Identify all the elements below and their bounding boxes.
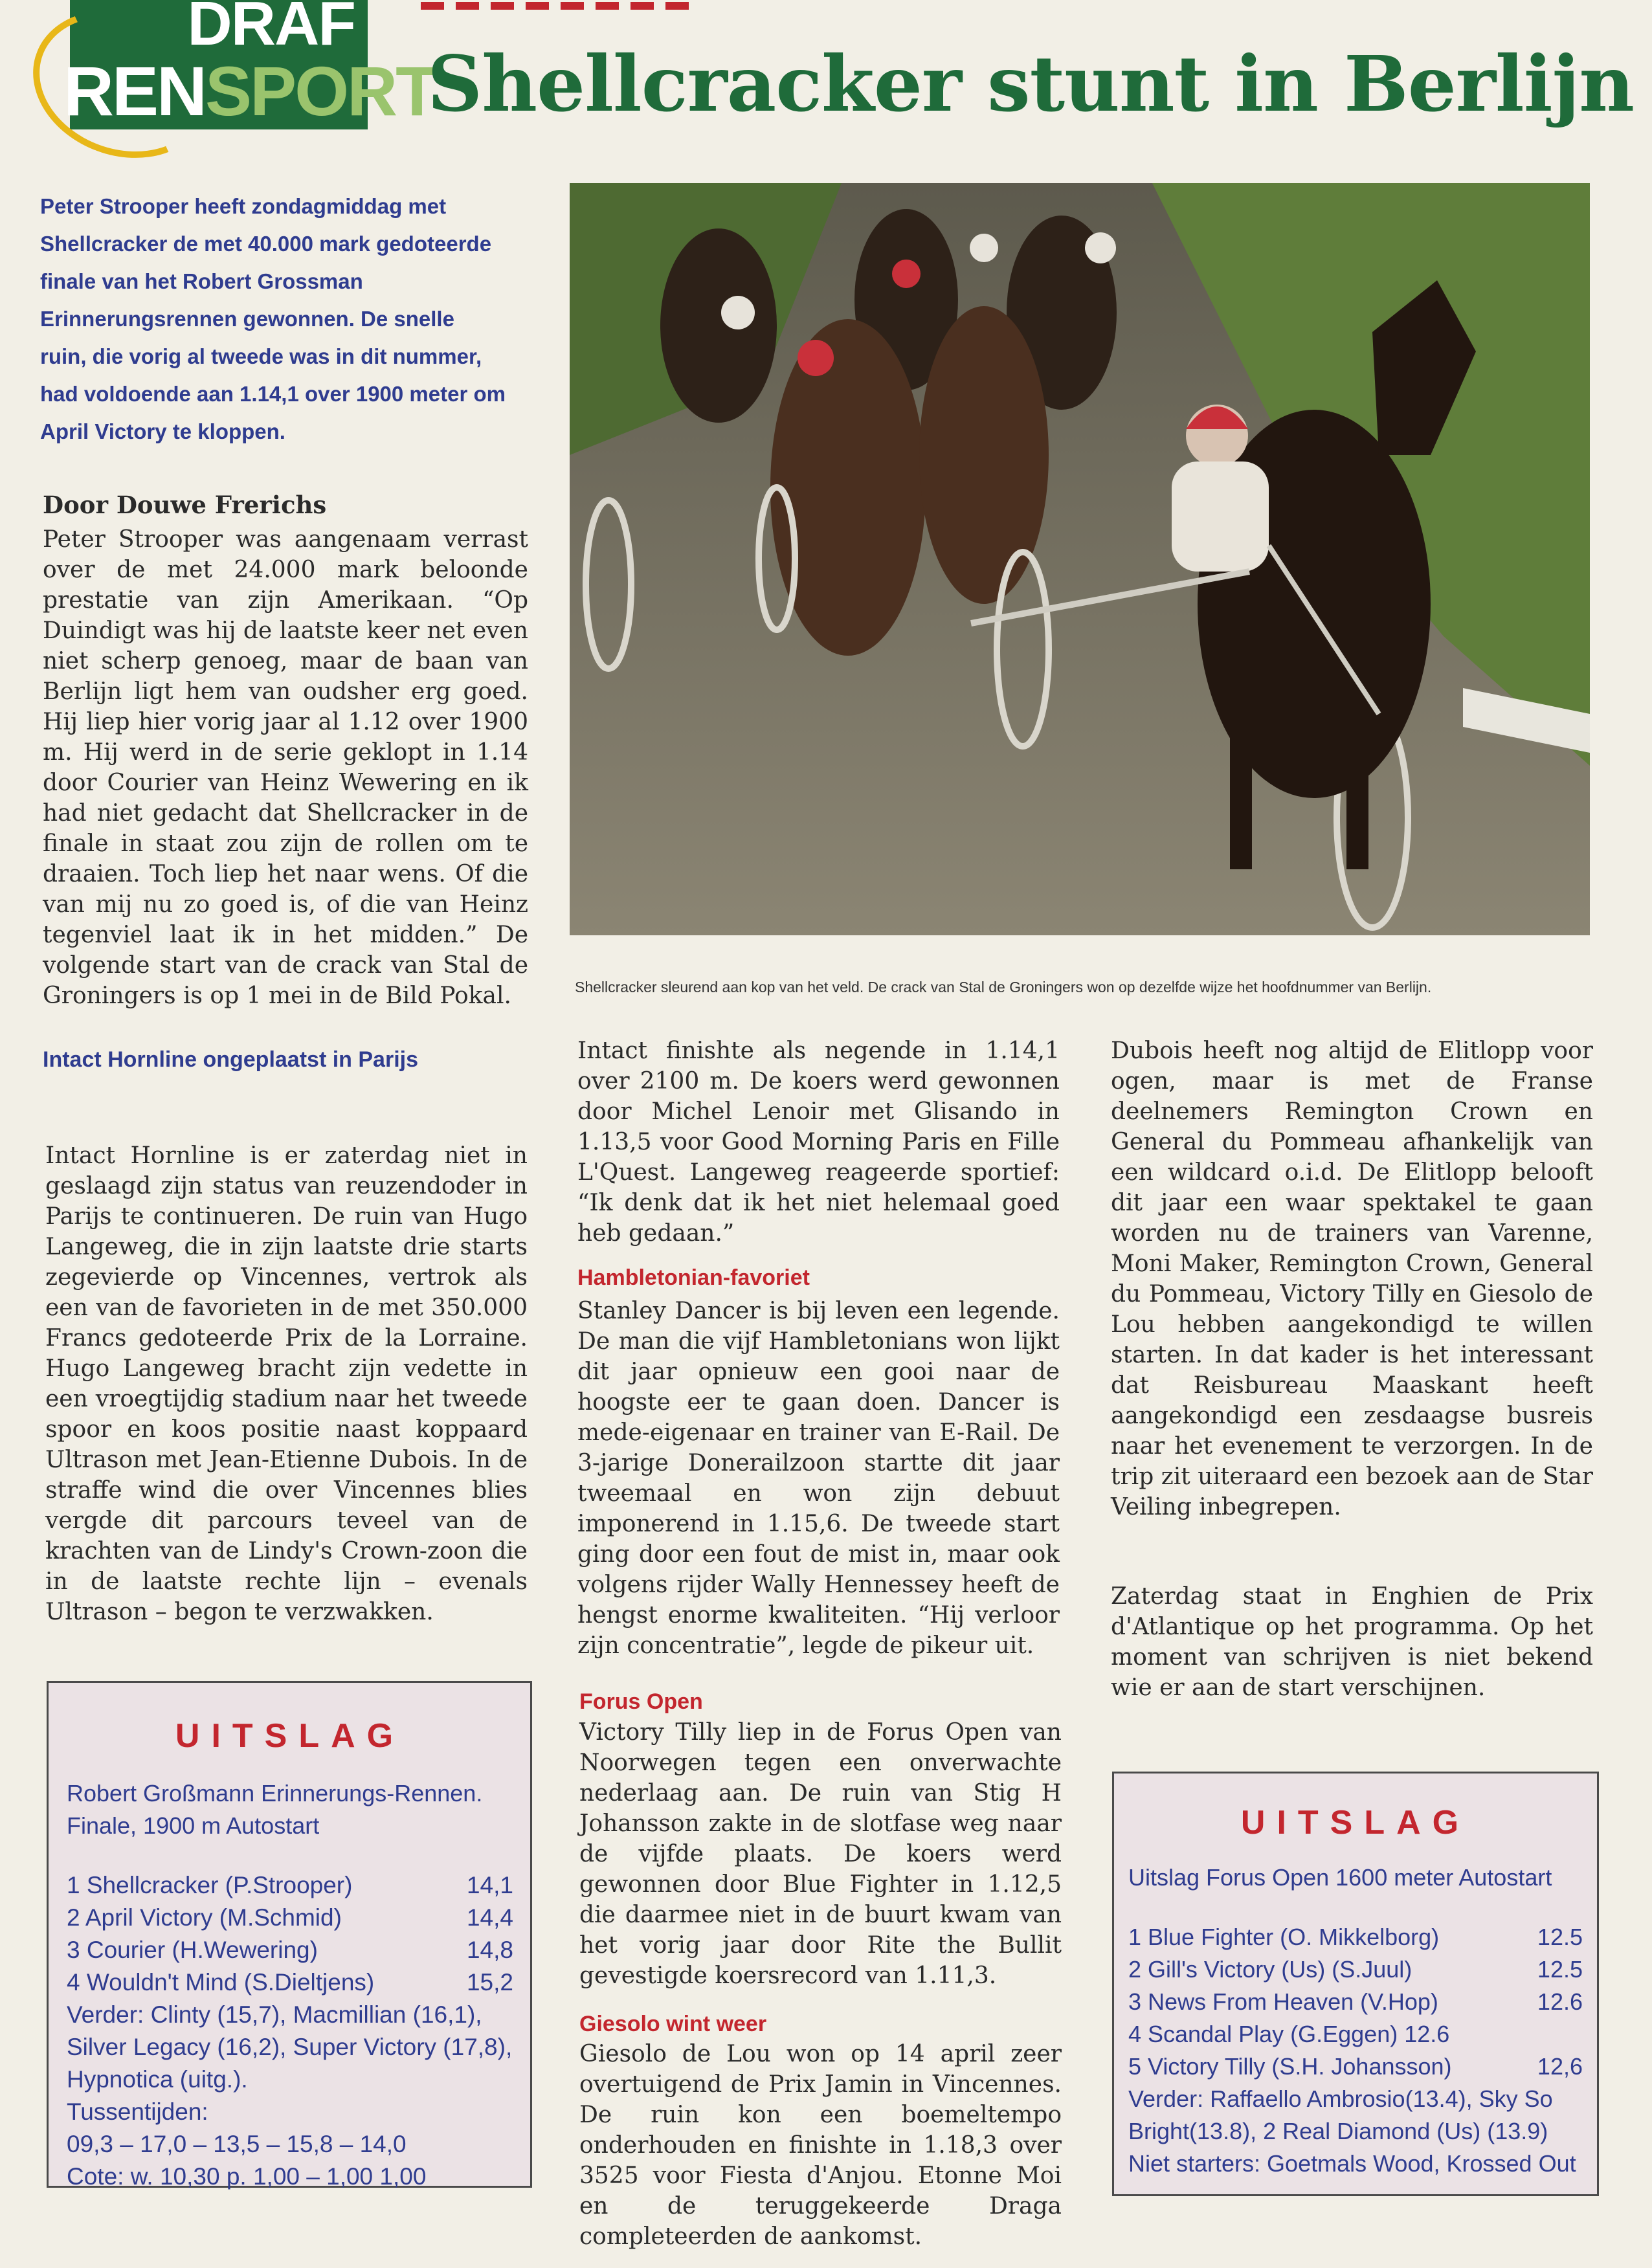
result-splits-label: Tussentijden: [67,2098,208,2125]
result-race-name: Robert Großmann Erinnerungs-Rennen. Finale, 1900 m Autostart [67,1780,483,1839]
result-row: 3 Courier (H.Wewering) 14,8 [67,1937,513,1963]
race-photo [570,183,1590,935]
result-row: 1 Blue Fighter (O. Mikkelborg) 12.5 [1128,1924,1583,1950]
hornline-paragraph: Intact Hornline is er zaterdag niet in geslaagd zijn status van reuzendoder in Parijs te continueren. De ruin van Hugo Langeweg, die in zijn laatste drie starts zegevierde op Vincennes, vertrok als een van de favorieten in de met 350.000 Francs gedoteerde Prix de la Lorraine. Hugo Langeweg bracht zijn vedette in een vroegtijdig stadium naar het tweede spoor en koos positie naast koppaard Ultrason met Jean-Etienne Dubois. In de straffe wind die over Vincennes blies vergde dit parcours teveel van de krachten van de Lindy's Crown-zoon die in de laatste rechte lijn – evenals Ultrason – begon te verzwakken. [45,1142,528,1625]
subhead-giesolo: Giesolo wint weer [579,2012,767,2036]
byline: Door Douwe Frerichs [43,491,327,519]
subhead-hornline: Intact Hornline ongeplaatst in Parijs [43,1047,418,1072]
lead-paragraph: Peter Strooper heeft zondagmiddag met Shellcracker de met 40.000 mark gedoteerde finale van het Robert Grossman Erinnerungsrennen gewonnen. De snelle ruin, die vorig al tweede was in dit nummer, had voldoende aan 1.14,1 over 1900 meter om April Victory te kloppen. [40,194,506,443]
result-row: 1 Shellcracker (P.Strooper) 14,1 [67,1872,513,1898]
result-row: 2 April Victory (M.Schmid) 14,4 [67,1904,513,1931]
result-row: 4 Wouldn't Mind (S.Dieltjens) 15,2 [67,1969,513,1996]
logo-rensport-text: RENSPORT [63,52,437,130]
result-odds: Cote: w. 10,30 p. 1,00 – 1,00 1,00 [67,2163,427,2190]
result-non-starters: Niet starters: Goetmals Wood, Krossed Out [1128,2150,1576,2177]
result-row: 5 Victory Tilly (S.H. Johansson) 12,6 [1128,2053,1583,2080]
elitlopp-paragraph: Dubois heeft nog altijd de Elitlopp voor ogen, maar is met de Franse deelnemers Remington Crown en General du Pommeau afhankelijk van een wildcard o.i.d. De Elitlopp belooft dit jaar een waar spektakel te gaan worden nu de trainers van Varenne, Moni Maker, Remington Crown, General du Pommeau, Victory Tilly en Giesolo de Lou hebben aangekondigd te willen starten. In dat kader is het interessant dat Reisbureau Maaskant heeft aangekondigd een zesdaagse busreis naar het evenement te verzorgen. In de trip zit uiteraard een bezoek aan de Star Veiling inbegrepen. [1111,1038,1593,1520]
subhead-hambletonian: Hambletonian-favoriet [577,1265,810,1290]
result-splits: 09,3 – 17,0 – 13,5 – 15,8 – 14,0 [67,2131,407,2157]
result-race-name: Uitslag Forus Open 1600 meter Autostart [1128,1864,1552,1891]
result-others: Verder: Clinty (15,7), Macmillian (16,1), Silver Legacy (16,2), Super Victory (17,8), Hypnotica (uitg.). [67,2001,513,2093]
hornline-continued: Intact finishte als negende in 1.14,1 over 2100 m. De koers werd gewonnen door Michel Lenoir met Glisando in 1.13,5 voor Good Morning Paris en Fille L'Quest. Langeweg reageerde sportief: “Ik denk dat ik het niet helemaal goed heb gedaan.” [577,1038,1060,1247]
result-box-berlin [47,1681,532,2188]
logo-draf-text: DRAF [187,0,355,58]
result-row: 2 Gill's Victory (Us) (S.Juul) 12.5 [1128,1956,1583,1983]
result-others: Verder: Raffaello Ambrosio(13.4), Sky So Bright(13.8), 2 Real Diamond (Us) (13.9) [1128,2085,1553,2144]
hambletonian-paragraph: Stanley Dancer is bij leven een legende. De man die vijf Hambletonians won lijkt dit jaar opnieuw een gooi naar de hoogste eer te gaan doen. Dancer is mede-eigenaar en trainer van E-Rail. De 3-jarige Donerailzoon startte dit jaar tweemaal en won zijn debuut imponerend in 1.15,6. De tweede start ging door een fout de mist in, maar ook volgens rijder Wally Hennessey heeft de hengst enorme kwaliteiten. “Hij verloor zijn concentratie”, legde de pikeur uit. [577,1298,1060,1659]
cropped-kicker [421,0,796,9]
subhead-forus-open: Forus Open [579,1689,703,1714]
giesolo-paragraph: Giesolo de Lou won op 14 april zeer overtuigend de Prix Jamin in Vincennes. De ruin kon een boemeltempo onderhouden en finishte in 1.18,3 over 3525 voor Fiesta d'Anjou. Etonne Moi en de teruggekeerde Draga completeerden de aankomst. [579,2041,1062,2250]
result-row: 3 News From Heaven (V.Hop) 12.6 [1128,1988,1583,2015]
forus-paragraph: Victory Tilly liep in de Forus Open van Noorwegen tegen een onverwachte nederlaag aan. De ruin van Stig H Johansson zakte in de slotfase weg naar de vijfde plaats. De koers werd gewonnen door Blue Fighter in 1.12,5 die daarmee niet in de buurt kwam van het vorig jaar door Rite the Bullit gevestigde koersrecord van 1.11,3. [579,1719,1062,1989]
result-heading: UITSLAG [175,1717,405,1755]
enghien-paragraph: Zaterdag staat in Enghien de Prix d'Atlantique op het programma. Op het moment van schrijven is niet bekend wie er aan de start verschijnen. [1111,1583,1593,1701]
intro-paragraph: Peter Strooper was aangenaam verrast over de met 24.000 mark beloonde prestatie van zijn Amerikaan. “Op Duindigt was hij de laatste keer net even niet scherp genoeg, maar de baan van Berlijn ligt hem van oudsher erg goed. Hij liep hier vorig jaar al 1.12 over 1900 m. Hij werd in de serie geklopt in 1.14 door Courier van Heinz Wewering en ik had niet gedacht dat Shellcracker in de finale in staat zou zijn de rollen om te draaien. Toch liep het naar wens. Of die van mij nu zo goed is, of die van Heinz tegenviel laat ik in het midden.” De volgende start van de crack van Stal de Groningers is op 1 mei in de Bild Pokal. [43,526,528,1009]
headline: Shellcracker stunt in Berlijn [427,39,1635,129]
draf-rensport-logo [25,0,437,136]
result-box-forus [1112,1772,1599,2196]
result-heading: UITSLAG [1240,1804,1471,1841]
result-row: 4 Scandal Play (G.Eggen) 12.6 [1128,2021,1450,2047]
photo-caption: Shellcracker sleurend aan kop van het veld. De crack van Stal de Groningers won op dezelfde wijze het hoofdnummer van Berlijn. [575,979,1432,995]
